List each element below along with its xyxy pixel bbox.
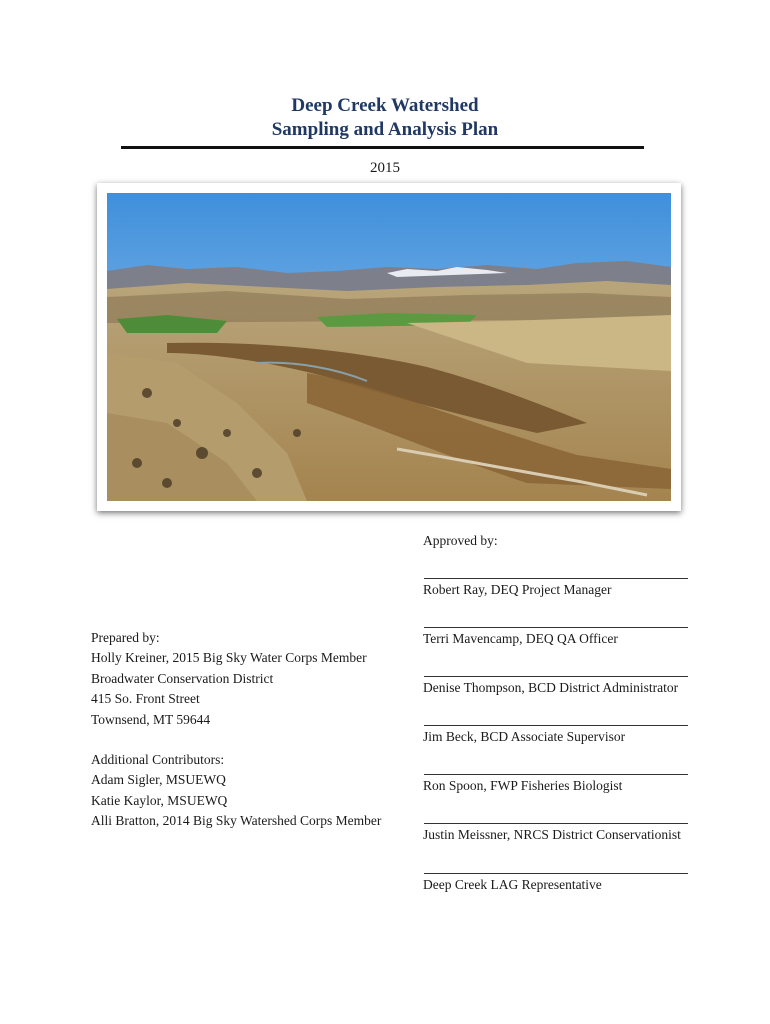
contributor-line: Alli Bratton, 2014 Big Sky Watershed Corps Member [91,813,382,829]
signatory-name: Justin Meissner, NRCS District Conservationist [423,827,681,842]
signature-line [424,823,688,824]
signatory-name: Robert Ray, DEQ Project Manager [423,582,612,597]
document-year: 2015 [370,160,400,176]
signatory-name: Terri Mavencamp, DEQ QA Officer [423,631,618,646]
signature-line [424,725,688,726]
preparer-line: Townsend, MT 59644 [91,711,211,727]
title-rule [121,146,644,149]
approved-by-heading: Approved by: [423,533,498,548]
cover-photo-frame [97,183,681,511]
signature-line [424,873,688,874]
signatory-name: Jim Beck, BCD Associate Supervisor [423,729,626,744]
preparer-line: Broadwater Conservation District [91,670,274,686]
signature-line [424,676,688,677]
signatory-name: Ron Spoon, FWP Fisheries Biologist [423,778,623,793]
landscape-photo [107,193,671,501]
contributor-line: Katie Kaylor, MSUEWQ [91,792,228,808]
contributors-heading: Additional Contributors: [91,752,225,767]
document-title-line1: Deep Creek Watershed [291,95,479,116]
prepared-by-block [91,628,367,730]
document-title-line2: Sampling and Analysis Plan [271,119,499,140]
signature-line [424,774,688,775]
preparer-line: Holly Kreiner, 2015 Big Sky Water Corps Member [91,650,367,666]
signature-line [424,578,688,579]
contributors-block [91,750,381,832]
preparer-line: 415 So. Front Street [91,691,200,707]
signatory-name: Deep Creek LAG Representative [423,877,602,892]
prepared-by-heading: Prepared by: [91,630,160,645]
signatory-name: Denise Thompson, BCD District Administrator [423,680,679,695]
contributor-line: Adam Sigler, MSUEWQ [91,772,226,788]
signature-line [424,627,688,628]
